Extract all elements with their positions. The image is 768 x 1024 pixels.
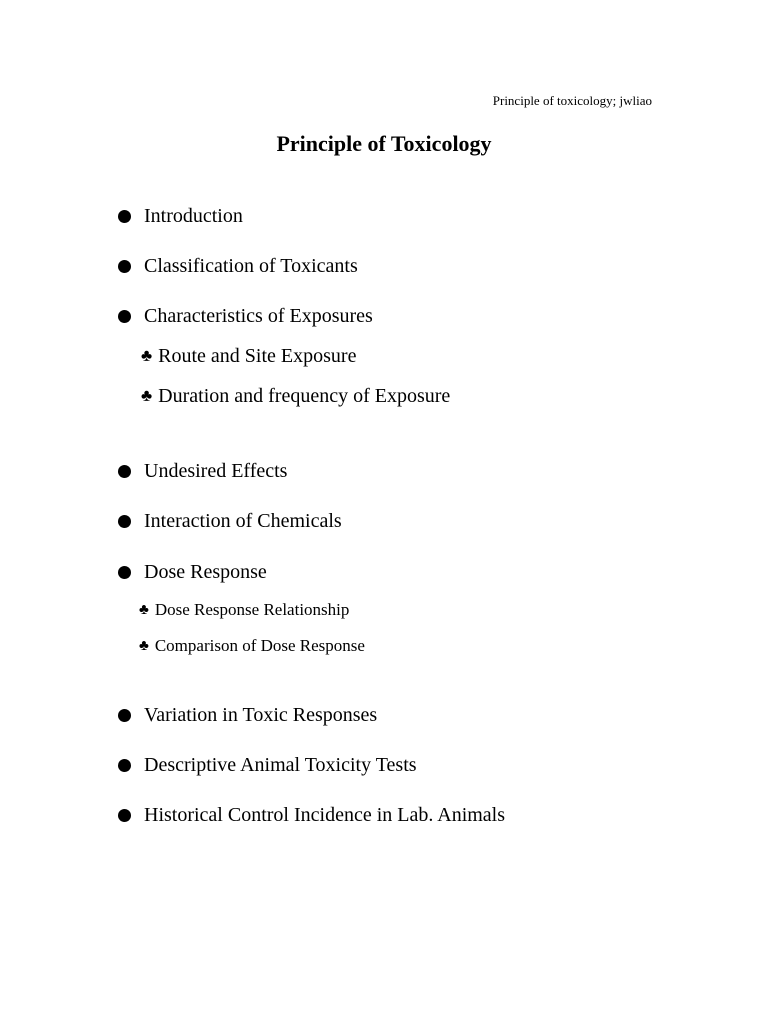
sub-item-label: Comparison of Dose Response xyxy=(154,636,365,655)
bullet-icon xyxy=(118,809,131,822)
club-icon: ♣ xyxy=(141,386,153,405)
sub-item-label: Dose Response Relationship xyxy=(154,600,350,619)
club-icon: ♣ xyxy=(139,601,149,618)
list-item-interaction xyxy=(118,509,342,533)
sub-item-label: Duration and frequency of Exposure xyxy=(158,385,451,407)
bullet-icon xyxy=(118,566,131,579)
sub-item-route xyxy=(141,344,356,368)
list-item-introduction xyxy=(118,204,243,228)
page-title: Principle of Toxicology xyxy=(276,131,492,156)
list-item-label: Characteristics of Exposures xyxy=(144,305,373,327)
list-item-descriptive-tests xyxy=(118,753,417,777)
header-note: Principle of toxicology; jwliao xyxy=(492,93,652,108)
bullet-icon xyxy=(118,759,131,772)
bullet-icon xyxy=(118,210,131,223)
sub-item-duration xyxy=(141,384,450,408)
list-item-characteristics xyxy=(118,304,373,328)
bullet-icon xyxy=(118,515,131,528)
sub-item-dose-relationship xyxy=(139,599,349,621)
bullet-icon xyxy=(118,260,131,273)
club-icon: ♣ xyxy=(139,637,149,654)
list-item-undesired-effects xyxy=(118,459,287,483)
list-item-label: Classification of Toxicants xyxy=(144,255,358,277)
sub-item-label: Route and Site Exposure xyxy=(158,345,357,367)
list-item-label: Historical Control Incidence in Lab. Animals xyxy=(144,804,506,826)
list-item-classification xyxy=(118,254,358,278)
list-item-dose-response xyxy=(118,560,267,584)
bullet-icon xyxy=(118,310,131,323)
list-item-label: Dose Response xyxy=(144,561,267,583)
list-item-label: Interaction of Chemicals xyxy=(144,510,342,532)
bullet-icon xyxy=(118,465,131,478)
list-item-label: Variation in Toxic Responses xyxy=(144,704,378,726)
list-item-historical-control xyxy=(118,803,505,827)
sub-item-dose-comparison xyxy=(139,635,365,657)
bullet-icon xyxy=(118,709,131,722)
list-item-label: Undesired Effects xyxy=(144,460,288,482)
list-item-label: Introduction xyxy=(144,205,243,227)
list-item-variation xyxy=(118,703,377,727)
club-icon: ♣ xyxy=(141,346,153,365)
list-item-label: Descriptive Animal Toxicity Tests xyxy=(144,754,417,776)
